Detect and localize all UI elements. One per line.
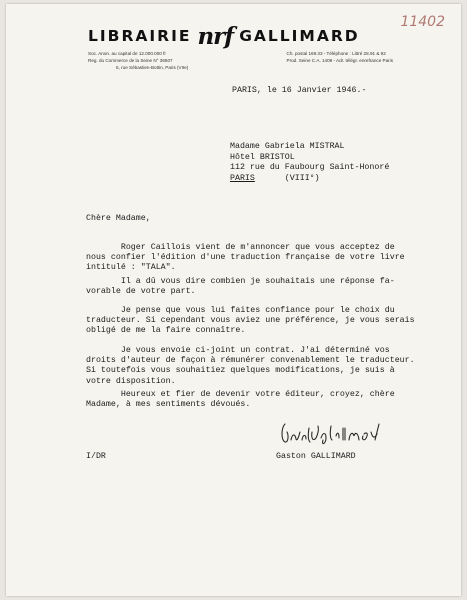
- recipient-name: Madame Gabriela MISTRAL: [230, 142, 345, 151]
- letterhead-right-column: [287, 50, 393, 64]
- brand-right: GALLIMARD: [239, 27, 360, 45]
- date-line: PARIS, le 16 Janvier 1946.-: [232, 86, 367, 95]
- body-paragraph-4: Je vous envoie ci-joint un contrat. J'ai déterminé vos droits d'auteur de façon à rémunérer convenablement le traducteur. Si toutefois vous souhaitiez quelques modifications, je suis à votre disposition.: [86, 346, 415, 386]
- letterhead-details: [88, 50, 393, 64]
- letterhead-left-column: [88, 50, 173, 64]
- company-address: 5, rue Sébastien-Bottin, Paris (VIIe): [116, 65, 189, 70]
- recipient-arrondissement: (VIII°): [254, 173, 320, 183]
- company-phone: Ch. postal 169.33 - Téléphone : Littré 28.91 & 92: [286, 51, 386, 56]
- brand-row: [88, 24, 388, 48]
- recipient-block: [230, 142, 389, 184]
- recipient-hotel: Hôtel BRISTOL: [230, 152, 295, 162]
- brand-left: LIBRAIRIE: [88, 27, 192, 45]
- recipient-city-line: [230, 174, 389, 185]
- letter-sheet: [6, 4, 461, 596]
- reference-initials: I/DR: [86, 452, 106, 461]
- salutation: Chère Madame,: [86, 214, 151, 223]
- recipient-street: 112 rue du Faubourg Saint-Honoré: [230, 163, 390, 172]
- handwritten-signature: [279, 418, 389, 448]
- body-paragraph-1: Roger Caillois vient de m'annoncer que vous acceptez de nous confier l'édition d'une traduction française de votre livre intitulé : "TALA".: [86, 243, 405, 273]
- company-telegraph: Prod. Seine C.A. 1409 - Adr. télégr. enrefrance Paris: [286, 58, 393, 63]
- signer-name: Gaston GALLIMARD: [276, 452, 356, 461]
- company-capital: Soc. Anon. au capital de 12.000.000 fr: [88, 51, 166, 56]
- body-paragraph-5: Heureux et fier de devenir votre éditeur, croyez, chère Madame, à mes sentiments dévoués.: [86, 390, 395, 410]
- brand-logo: nrf: [197, 22, 234, 50]
- archive-number: 11402: [400, 14, 445, 30]
- letterhead: [88, 22, 393, 70]
- recipient-city: PARIS: [230, 173, 255, 183]
- company-registry: Reg. du Commerce de la Seine N° 36507: [88, 58, 173, 63]
- body-paragraph-3: Je pense que vous lui faites confiance pour le choix du traducteur. Si cependant vous aviez une préférence, je vous serais obligé de me la faire connaître.: [86, 306, 415, 336]
- body-paragraph-2: Il a dû vous dire combien je souhaitais une réponse fa- vorable de votre part.: [86, 277, 395, 297]
